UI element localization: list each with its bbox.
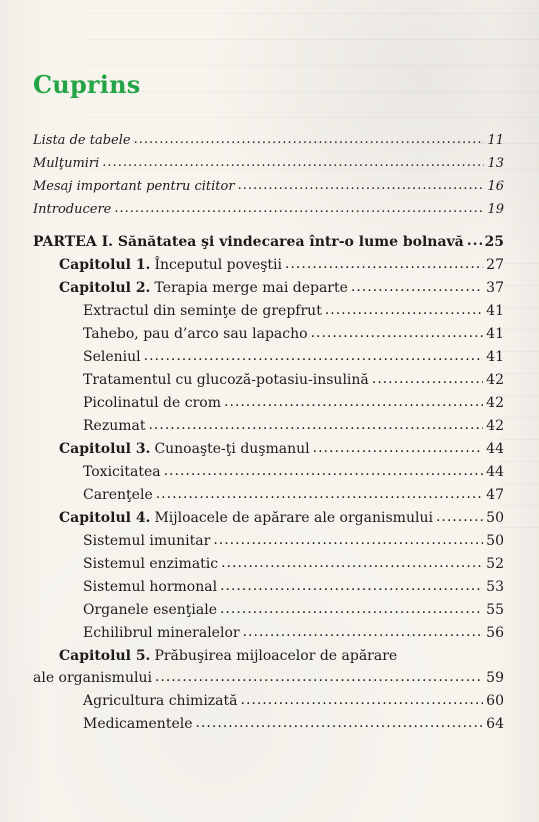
toc-section-chromium-picolinate[interactable]	[33, 392, 504, 415]
toc-chapter-3[interactable]	[33, 438, 504, 461]
section-title: Toxicitatea	[83, 464, 161, 480]
dot-leader	[467, 230, 482, 253]
toc-section-selenium[interactable]	[33, 346, 504, 369]
section-title: Medicamentele	[83, 716, 193, 732]
chapter-prefix: Capitolul 4.	[59, 510, 151, 526]
dot-leader	[114, 197, 484, 220]
toc-section-enzyme-system[interactable]	[33, 553, 504, 576]
toc-page-number: 41	[486, 326, 504, 342]
chapter-title: Cunoaşte-ţi duşmanul	[154, 441, 310, 457]
section-title: Sistemul enzimatic	[83, 556, 219, 572]
dot-leader	[372, 368, 483, 391]
toc-section-gki-treatment[interactable]	[33, 369, 504, 392]
chapter-title: Prăbuşirea mijloacelor de apărare	[154, 648, 398, 664]
toc-page-number: 50	[486, 533, 504, 549]
toc-page-number: 56	[486, 625, 504, 641]
dot-leader	[196, 712, 484, 735]
dot-leader	[102, 151, 484, 174]
chapter-prefix: Capitolul 2.	[59, 280, 151, 296]
section-title: Sistemul imunitar	[83, 533, 211, 549]
toc-page-number: 41	[486, 303, 504, 319]
toc-chapter-4[interactable]	[33, 507, 504, 530]
toc-section-toxicity[interactable]	[33, 461, 504, 484]
toc-page-number: 47	[486, 487, 504, 503]
toc-page-number: 44	[486, 441, 504, 457]
toc-entry-label: Mesaj important pentru cititor	[33, 179, 235, 194]
toc-section-chemical-agriculture[interactable]	[33, 690, 504, 713]
toc-page-number: 13	[487, 156, 504, 171]
toc-entry-acknowledgements[interactable]	[33, 152, 504, 175]
dot-leader	[221, 552, 483, 575]
toc-page-number: 64	[486, 716, 504, 732]
toc-part-1[interactable]	[33, 231, 504, 254]
chapter-prefix: Capitolul 3.	[59, 441, 151, 457]
chapter-title: Începutul poveştii	[154, 257, 283, 273]
toc-chapter-5-second-line[interactable]	[33, 667, 504, 690]
toc-page-number: 16	[487, 179, 504, 194]
section-title: Organele esenţiale	[83, 602, 217, 618]
toc-chapter-2[interactable]	[33, 277, 504, 300]
dot-leader	[144, 345, 484, 368]
dot-leader	[156, 483, 483, 506]
dot-leader	[213, 529, 483, 552]
section-title: Tratamentul cu glucoză-potasiu-insulină	[83, 372, 369, 388]
toc-part-label: PARTEA I. Sănătatea şi vindecarea într-o lume bolnavă	[33, 234, 464, 250]
page-title: Cuprins	[33, 70, 141, 99]
chapter-title: Terapia merge mai departe	[154, 280, 348, 296]
chapter-title-continued: ale organismului	[33, 670, 152, 686]
section-title: Carenţele	[83, 487, 153, 503]
dot-leader	[164, 460, 484, 483]
toc-page-number: 27	[486, 257, 504, 273]
toc-page-number: 52	[486, 556, 504, 572]
toc-entry-label: Introducere	[33, 202, 112, 217]
dot-leader	[436, 506, 483, 529]
dot-leader	[243, 621, 484, 644]
chapter-title: Mijloacele de apărare ale organismului	[154, 510, 433, 526]
dot-leader	[311, 322, 484, 345]
toc-page-number: 42	[486, 395, 504, 411]
section-title: Picolinatul de crom	[83, 395, 221, 411]
section-title: Sistemul hormonal	[83, 579, 218, 595]
dot-leader	[325, 299, 483, 322]
dot-leader	[155, 666, 483, 689]
section-title: Extractul din seminţe de grepfrut	[83, 303, 322, 319]
toc-section-immune-system[interactable]	[33, 530, 504, 553]
toc-page-number: 42	[486, 372, 504, 388]
section-title: Seleniul	[83, 349, 141, 365]
toc-page-number: 53	[486, 579, 504, 595]
section-title: Echilibrul mineralelor	[83, 625, 240, 641]
toc-chapter-1[interactable]	[33, 254, 504, 277]
dot-leader	[220, 598, 483, 621]
section-title: Agricultura chimizată	[83, 693, 238, 709]
dot-leader	[224, 391, 483, 414]
toc-page-number: 19	[487, 202, 504, 217]
dot-leader	[285, 253, 483, 276]
toc-page-number: 41	[486, 349, 504, 365]
toc-section-mineral-balance[interactable]	[33, 622, 504, 645]
dot-leader	[313, 437, 484, 460]
dot-leader	[220, 575, 483, 598]
table-of-contents	[33, 129, 504, 736]
dot-leader	[238, 174, 485, 197]
dot-leader	[134, 128, 485, 151]
chapter-prefix: Capitolul 1.	[59, 257, 151, 273]
toc-entry-introduction[interactable]	[33, 198, 504, 221]
toc-page-number: 44	[486, 464, 504, 480]
toc-section-essential-organs[interactable]	[33, 599, 504, 622]
dot-leader	[148, 414, 483, 437]
toc-page-number: 59	[486, 670, 504, 686]
toc-page-number: 42	[486, 418, 504, 434]
toc-page-number: 55	[486, 602, 504, 618]
toc-page-number: 25	[484, 234, 504, 250]
toc-section-medications[interactable]	[33, 713, 504, 736]
section-title: Rezumat	[83, 418, 146, 434]
toc-entry-label: Mulţumiri	[33, 156, 100, 171]
toc-entry-label: Lista de tabele	[33, 133, 131, 148]
toc-entry-list-of-tables[interactable]	[33, 129, 504, 152]
toc-page-number: 60	[486, 693, 504, 709]
toc-chapter-5-first-line[interactable]	[33, 645, 504, 667]
toc-section-grapefruit-seed-extract[interactable]	[33, 300, 504, 323]
toc-section-deficiencies[interactable]	[33, 484, 504, 507]
toc-section-tahebo[interactable]	[33, 323, 504, 346]
toc-entry-important-message[interactable]	[33, 175, 504, 198]
toc-section-hormonal-system[interactable]	[33, 576, 504, 599]
show-through-margin	[499, 248, 539, 528]
toc-page-number: 37	[486, 280, 504, 296]
dot-leader	[241, 689, 484, 712]
chapter-prefix: Capitolul 5.	[59, 648, 151, 664]
toc-page-number: 11	[487, 133, 504, 148]
dot-leader	[351, 276, 483, 299]
toc-section-summary[interactable]	[33, 415, 504, 438]
section-title: Tahebo, pau d’arco sau lapacho	[83, 326, 308, 342]
toc-page-number: 50	[486, 510, 504, 526]
